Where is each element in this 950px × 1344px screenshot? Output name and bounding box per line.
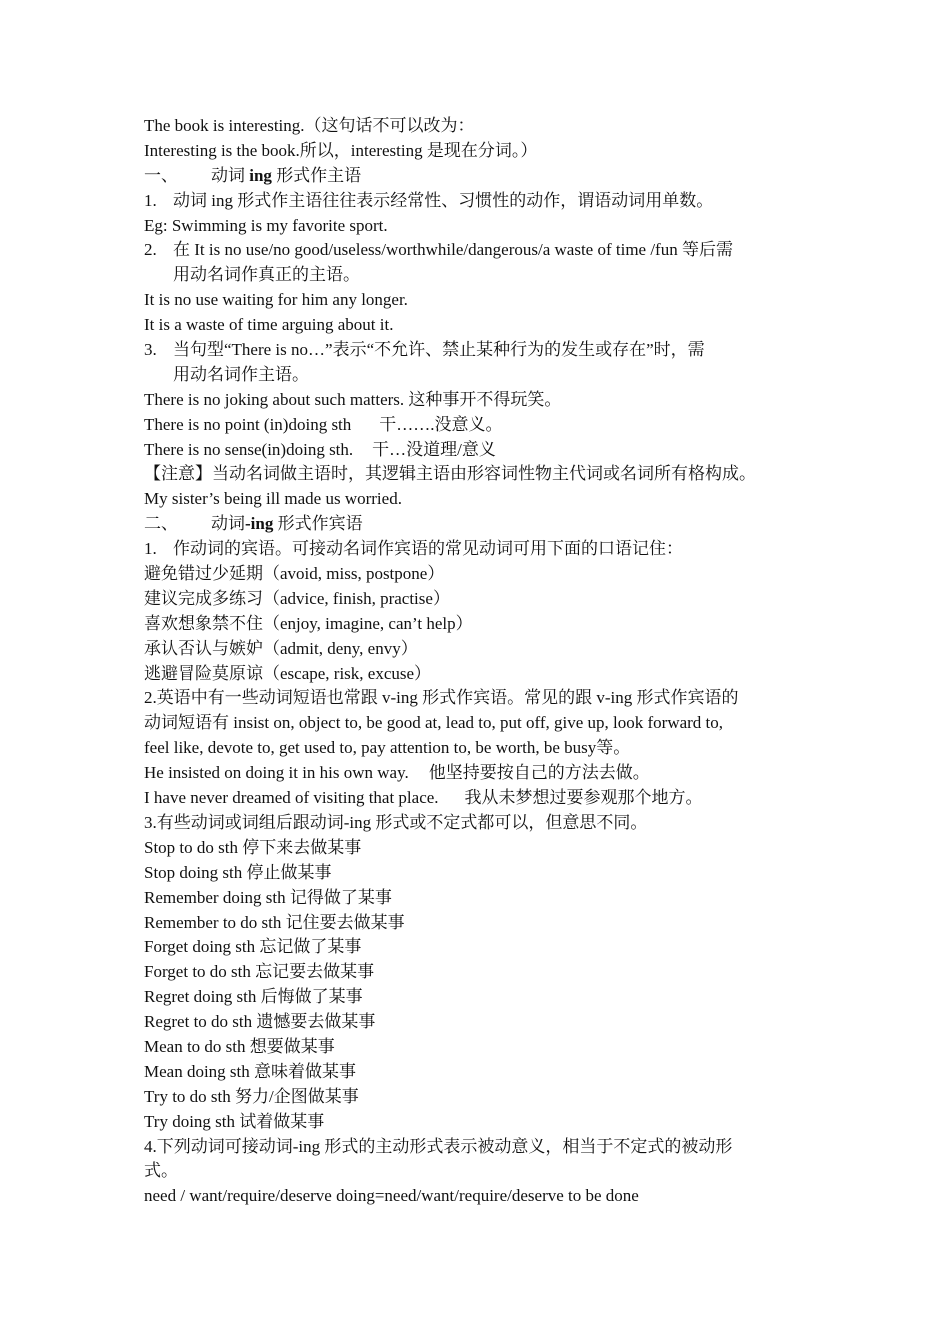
example-line [144, 438, 816, 463]
item-number: 1. [144, 539, 157, 559]
verb-usage-line: Mean doing sth 意味着做某事 [144, 1061, 357, 1081]
heading-text: 形式作宾语 [273, 514, 363, 534]
verb-usage-line: Remember doing sth 记得做了某事 [144, 887, 392, 907]
example-line: It is no use waiting for him any longer. [144, 290, 408, 310]
paragraph-4-line-1: 4.下列动词可接动词-ing 形式的主动形式表示被动意义，相当于不定式的被动形 [144, 1136, 733, 1156]
verb-usage-line: Regret to do sth 遗憾要去做某事 [144, 1012, 376, 1032]
mnemonic-line: 喜欢想象禁不住（enjoy, imagine, can’t help） [144, 613, 473, 633]
section-number: 二、 [144, 514, 178, 534]
verb-usage-line: Stop doing sth 停止做某事 [144, 862, 332, 882]
verb-usage-line: Regret doing sth 后悔做了某事 [144, 987, 363, 1007]
paragraph-4-line-2: 式。 [144, 1161, 178, 1181]
paragraph-2-line-1: 2.英语中有一些动词短语也常跟 v-ing 形式作宾语。常见的跟 v-ing 形式作宾语的 [144, 688, 739, 708]
intro-line-1: The book is interesting.（这句话不可以改为： [144, 116, 475, 135]
example-line: My sister’s being ill made us worried. [144, 489, 402, 509]
item-text: 动词 ing 形式作主语往往表示经常性、习惯性的动作，谓语动词用单数。 [173, 190, 714, 210]
item-text: 当句型“There is no…”表示“不允许、禁止某种行为的发生或存在”时，需 [173, 340, 705, 360]
mnemonic-line: 建议完成多练习（advice, finish, practise） [144, 588, 450, 608]
verb-usage-line: Forget doing sth 忘记做了某事 [144, 937, 362, 957]
mnemonic-line: 逃避冒险莫原谅（escape, risk, excuse） [144, 663, 432, 683]
heading-bold-text: ing [249, 165, 272, 185]
list-item-3-continuation: 用动名词作主语。 [173, 364, 309, 384]
mnemonic-line: 承认否认与嫉妒（admit, deny, envy） [144, 638, 418, 658]
paragraph-4-line-3: need / want/require/deserve doing=need/want/require/deserve to be done [144, 1186, 639, 1206]
list-item-2 [144, 238, 816, 263]
example-chinese: 干…没道理/意义 [372, 439, 496, 459]
list-item-1 [144, 537, 816, 562]
mnemonic-line: 避免错过少延期（avoid, miss, postpone） [144, 564, 445, 584]
heading-text: 动词 [211, 165, 250, 185]
item-number: 3. [144, 340, 157, 360]
example-line [144, 761, 816, 786]
paragraph-3-line: 3.有些动词或词组后跟动词-ing 形式或不定式都可以，但意思不同。 [144, 812, 648, 832]
heading-text: 形式作主语 [271, 165, 362, 185]
item-number: 2. [144, 240, 157, 260]
item-text: 在 It is no use/no good/useless/worthwhile/dangerous/a waste of time /fun 等后需 [173, 240, 733, 260]
example-line: It is a waste of time arguing about it. [144, 315, 394, 335]
paragraph-2-line-2: 动词短语有 insist on, object to, be good at, lead to, put off, give up, look forward to, [144, 713, 724, 733]
example-chinese: 他坚持要按自己的方法去做。 [428, 763, 650, 783]
example-english: There is no point (in)doing sth [144, 414, 352, 434]
verb-usage-line: Try doing sth 试着做某事 [144, 1111, 325, 1131]
verb-usage-line: Stop to do sth 停下来去做某事 [144, 837, 362, 857]
example-line: There is no joking about such matters. 这种事开不得玩笑。 [144, 389, 562, 409]
verb-usage-line: Mean to do sth 想要做某事 [144, 1036, 335, 1056]
list-item-2-continuation: 用动名词作真正的主语。 [173, 265, 360, 285]
example-line [144, 786, 816, 811]
heading-bold-text: -ing [245, 514, 274, 534]
section-heading-1 [144, 164, 816, 189]
example-chinese: 我从未梦想过要参观那个地方。 [464, 788, 703, 808]
list-item-1 [144, 189, 816, 214]
example-english: There is no sense(in)doing sth. [144, 439, 354, 459]
example-chinese: 干…….没意义。 [379, 414, 503, 434]
intro-line-2: Interesting is the book.所以，interesting 是现在分词。） [144, 140, 538, 160]
note-line: 【注意】当动名词做主语时，其逻辑主语由形容词性物主代词或名词所有格构成。 [144, 464, 756, 484]
section-number: 一、 [144, 165, 178, 185]
example-english: He insisted on doing it in his own way. [144, 763, 409, 783]
heading-text: 动词 [211, 514, 245, 534]
verb-usage-line: Remember to do sth 记住要去做某事 [144, 912, 405, 932]
section-heading-2 [144, 512, 816, 537]
document-body [144, 114, 816, 1209]
verb-usage-line: Try to do sth 努力/企图做某事 [144, 1086, 359, 1106]
list-item-3 [144, 338, 816, 363]
example-line [144, 413, 816, 438]
verb-usage-line: Forget to do sth 忘记要去做某事 [144, 962, 375, 982]
example-line: Eg: Swimming is my favorite sport. [144, 215, 388, 235]
example-english: I have never dreamed of visiting that place. [144, 788, 439, 808]
item-text: 作动词的宾语。可接动名词作宾语的常见动词可用下面的口语记住： [173, 539, 683, 559]
item-number: 1. [144, 190, 157, 210]
paragraph-2-line-3: feel like, devote to, get used to, pay attention to, be worth, be busy等。 [144, 738, 631, 758]
